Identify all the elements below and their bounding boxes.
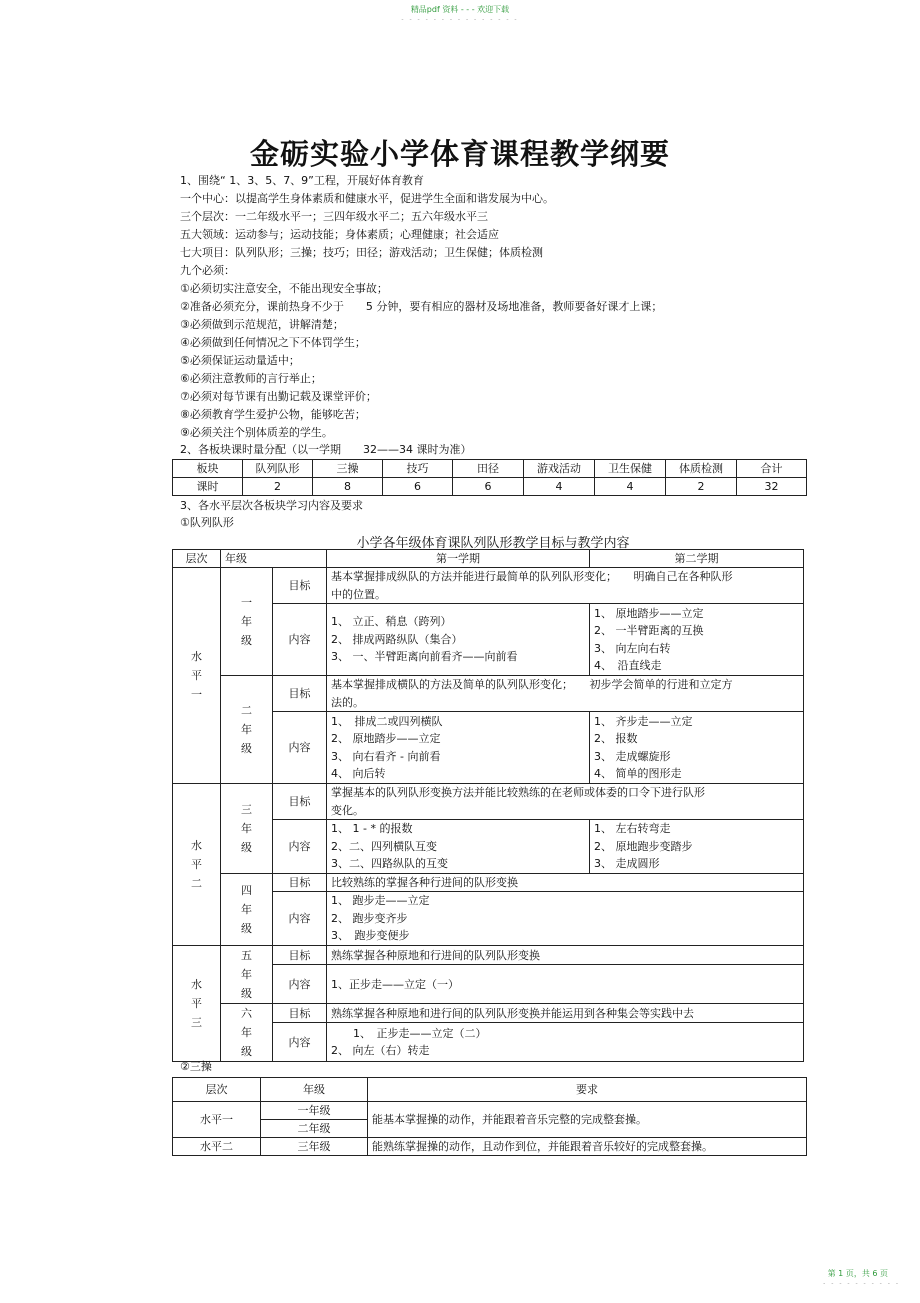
- intro-line: 七大项目：队列队形；三操；技巧；田径；游戏活动；卫生保健；体质检测: [180, 246, 543, 259]
- content-label: 内容: [273, 1023, 327, 1062]
- grade-one-sem2-content: 1、 原地踏步——立定 2、 一半臂距离的互换 3、 向左向右转 4、 沿直线走: [590, 604, 804, 676]
- intro-line: 五大领域：运动参与；运动技能；身体素质；心理健康；社会适应: [180, 228, 499, 241]
- exercises-table: [172, 1077, 807, 1156]
- grade-two-cell: 二 年 级: [221, 676, 273, 784]
- grade-two-sem2-content: 1、 齐步走——立定 2、 报数 3、 走成螺旋形 4、 简单的图形走: [590, 712, 804, 784]
- intro-line: 一个中心：以提高学生身体素质和健康水平，促进学生全面和谐发展为中心。: [180, 192, 554, 205]
- table-row: [173, 568, 804, 604]
- hours-header: 三操: [313, 460, 383, 478]
- page-number: 第 1 页，共 6 页: [827, 1269, 888, 1278]
- t1-header-row: [173, 550, 804, 568]
- hours-cell: 4: [595, 478, 666, 496]
- grade-two-sem1-content: 1、 排成二或四列横队 2、 原地踏步——立定 3、 向右看齐 - 向前看 4、 向后转: [327, 712, 590, 784]
- footer-dots: - - - - - - - - - -: [823, 1280, 900, 1287]
- section-heading: 3、各水平层次各板块学习内容及要求: [180, 499, 363, 512]
- formation-table: [172, 549, 804, 1062]
- content-label: 内容: [273, 604, 327, 676]
- table-row: [173, 1102, 807, 1120]
- level-one-cell: 水 平 一: [173, 568, 221, 784]
- grade-six-goal: 熟练掌握各种原地和进行间的队列队形变换并能运用到各种集会等实践中去: [327, 1004, 804, 1023]
- grade-one-goal: 基本掌握排成纵队的方法并能进行最简单的队列队形变化； 明确自己在各种队形 中的位置。: [327, 568, 804, 604]
- grade-six-content: 1、 正步走——立定（二） 2、 向左（右）转走: [327, 1023, 804, 1062]
- rule-item: ④必须做到任何情况之下不体罚学生；: [180, 336, 366, 349]
- grade-five-cell: 五 年 级: [221, 946, 273, 1004]
- hours-cell: 32: [737, 478, 807, 496]
- rule-item: ⑦必须对每节课有出勤记载及课堂评价；: [180, 390, 377, 403]
- level-two-cell: 水 平 二: [173, 784, 221, 946]
- grade-five-goal: 熟练掌握各种原地和行进间的队列队形变换: [327, 946, 804, 965]
- intro-line: 九个必须：: [180, 264, 235, 277]
- t1-header-sem1: 第一学期: [327, 550, 590, 568]
- intro-line: 1、围绕“ 1、3、5、7、9”工程，开展好体育教育: [180, 174, 424, 187]
- rule-item: ③必须做到示范规范，讲解清楚；: [180, 318, 344, 331]
- hours-header: 合计: [737, 460, 807, 478]
- grade-five-content: 1、正步走——立定（一）: [327, 965, 804, 1004]
- content-label: 内容: [273, 965, 327, 1004]
- hours-cell: 2: [666, 478, 737, 496]
- grade-three-sem1-content: 1、 1 - * 的报数 2、二、四列横队互变 3、二、四路纵队的互变: [327, 820, 590, 874]
- rule-item: ⑨必须关注个别体质差的学生。: [180, 426, 333, 439]
- hours-header: 田径: [453, 460, 524, 478]
- grade-four-content: 1、 跑步走——立定 2、 跑步变齐步 3、 跑步变便步: [327, 892, 804, 946]
- t2-requirement: 能基本掌握操的动作，并能跟着音乐完整的完成整套操。: [368, 1102, 807, 1138]
- page-title: 金砺实验小学体育课程教学纲要: [249, 137, 670, 171]
- grade-four-cell: 四 年 级: [221, 874, 273, 946]
- hours-cell: 8: [313, 478, 383, 496]
- hours-table: [172, 459, 807, 496]
- grade-three-goal: 掌握基本的队列队形变换方法并能比较熟练的在老师或体委的口令下进行队形 变化。: [327, 784, 804, 820]
- download-banner: 精品pdf 资料 - - - 欢迎下载: [410, 5, 510, 14]
- grade-six-cell: 六 年 级: [221, 1004, 273, 1062]
- grade-two-goal: 基本掌握排成横队的方法及简单的队列队形变化； 初步学会简单的行进和立定方 法的。: [327, 676, 804, 712]
- t2-grade: 一年级: [261, 1102, 368, 1120]
- hours-header: 卫生保健: [595, 460, 666, 478]
- subsection-heading: ②三操: [180, 1060, 212, 1073]
- hours-header: 板块: [173, 460, 243, 478]
- banner-dots: - - - - - - - - - - - - - - -: [401, 16, 519, 23]
- goal-label: 目标: [273, 568, 327, 604]
- hours-cell: 6: [383, 478, 453, 496]
- t2-header-grade: 年级: [261, 1078, 368, 1102]
- hours-cell: 4: [524, 478, 595, 496]
- hours-header: 技巧: [383, 460, 453, 478]
- hours-cell: 课时: [173, 478, 243, 496]
- subsection-heading: ①队列队形: [180, 516, 234, 529]
- section-heading: 2、各板块课时量分配（以一学期 32——34 课时为准）: [180, 443, 472, 456]
- goal-label: 目标: [273, 1004, 327, 1023]
- t2-header-row: [173, 1078, 807, 1102]
- table-row: [173, 1138, 807, 1156]
- table-row: [173, 874, 804, 892]
- hours-value-row: [173, 478, 807, 496]
- t2-header-requirement: 要求: [368, 1078, 807, 1102]
- hours-header: 队列队形: [243, 460, 313, 478]
- content-label: 内容: [273, 892, 327, 946]
- content-label: 内容: [273, 712, 327, 784]
- intro-line: 三个层次：一二年级水平一；三四年级水平二；五六年级水平三: [180, 210, 488, 223]
- grade-three-cell: 三 年 级: [221, 784, 273, 874]
- goal-label: 目标: [273, 946, 327, 965]
- grade-four-goal: 比较熟练的掌握各种行进间的队形变换: [327, 874, 804, 892]
- table-row: [173, 946, 804, 965]
- hours-header: 游戏活动: [524, 460, 595, 478]
- t2-header-level: 层次: [173, 1078, 261, 1102]
- t2-grade: 三年级: [261, 1138, 368, 1156]
- t2-requirement: 能熟练掌握操的动作，且动作到位，并能跟着音乐较好的完成整套操。: [368, 1138, 807, 1156]
- rule-item: ⑤必须保证运动量适中；: [180, 354, 300, 367]
- rule-item: ①必须切实注意安全，不能出现安全事故；: [180, 282, 388, 295]
- goal-label: 目标: [273, 874, 327, 892]
- t2-grade: 二年级: [261, 1120, 368, 1138]
- level-three-cell: 水 平 三: [173, 946, 221, 1062]
- rule-item: ⑧必须教育学生爱护公物，能够吃苦；: [180, 408, 366, 421]
- table1-title: 小学各年级体育课队列队形教学目标与教学内容: [356, 536, 630, 551]
- content-label: 内容: [273, 820, 327, 874]
- t1-header-grade: 年级: [221, 550, 327, 568]
- t1-header-sem2: 第二学期: [590, 550, 804, 568]
- rule-item: ⑥必须注意教师的言行举止；: [180, 372, 322, 385]
- hours-header: 体质检测: [666, 460, 737, 478]
- table-row: [173, 676, 804, 712]
- hours-cell: 6: [453, 478, 524, 496]
- hours-header-row: [173, 460, 807, 478]
- t2-level-one: 水平一: [173, 1102, 261, 1138]
- rule-item: ②准备必须充分，课前热身不少于 5 分钟，要有相应的器材及场地准备，教师要备好课才上课；: [180, 300, 663, 313]
- t1-header-level: 层次: [173, 550, 221, 568]
- table-row: [173, 784, 804, 820]
- t2-level-two: 水平二: [173, 1138, 261, 1156]
- goal-label: 目标: [273, 676, 327, 712]
- grade-three-sem2-content: 1、 左右转弯走 2、 原地跑步变踏步 3、 走成圆形: [590, 820, 804, 874]
- hours-cell: 2: [243, 478, 313, 496]
- grade-one-cell: 一 年 级: [221, 568, 273, 676]
- table-row: [173, 1004, 804, 1023]
- grade-one-sem1-content: 1、 立正、稍息（跨列） 2、 排成两路纵队（集合） 3、 一、半臂距离向前看齐——向前看: [327, 604, 590, 676]
- goal-label: 目标: [273, 784, 327, 820]
